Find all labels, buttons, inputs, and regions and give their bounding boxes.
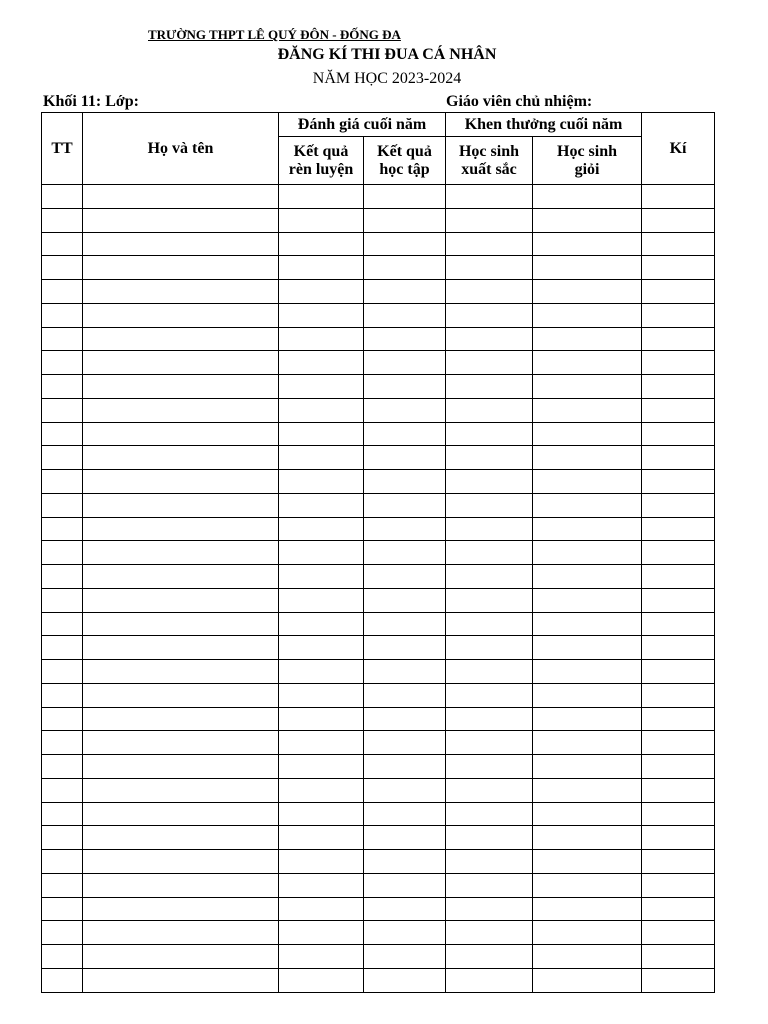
column-header-conduct xyxy=(279,137,364,185)
cell-excellent xyxy=(446,303,533,327)
table-row xyxy=(42,707,715,731)
cell-conduct xyxy=(279,185,364,209)
cell-conduct xyxy=(279,921,364,945)
cell-tt xyxy=(42,588,83,612)
cell-study xyxy=(364,636,446,660)
column-header-tt: TT xyxy=(42,113,83,185)
cell-study xyxy=(364,565,446,589)
cell-tt xyxy=(42,493,83,517)
cell-sign xyxy=(642,636,715,660)
table-row xyxy=(42,660,715,684)
cell-good xyxy=(533,826,642,850)
cell-sign xyxy=(642,660,715,684)
cell-excellent xyxy=(446,280,533,304)
cell-study xyxy=(364,256,446,280)
cell-tt xyxy=(42,683,83,707)
cell-sign xyxy=(642,588,715,612)
cell-sign xyxy=(642,802,715,826)
homeroom-teacher-label: Giáo viên chủ nhiệm: xyxy=(446,93,593,110)
cell-good xyxy=(533,612,642,636)
cell-good xyxy=(533,921,642,945)
cell-good xyxy=(533,850,642,874)
grade-class-label: Khối 11: Lớp: xyxy=(43,93,139,110)
cell-conduct xyxy=(279,660,364,684)
cell-excellent xyxy=(446,660,533,684)
cell-study xyxy=(364,327,446,351)
table-row xyxy=(42,351,715,375)
cell-sign xyxy=(642,446,715,470)
column-header-excellent-line2: xuất sắc xyxy=(461,160,517,178)
cell-conduct xyxy=(279,588,364,612)
cell-conduct xyxy=(279,351,364,375)
cell-good xyxy=(533,446,642,470)
table-row xyxy=(42,778,715,802)
cell-conduct xyxy=(279,968,364,992)
cell-conduct xyxy=(279,398,364,422)
cell-tt xyxy=(42,707,83,731)
cell-study xyxy=(364,470,446,494)
cell-sign xyxy=(642,683,715,707)
cell-good xyxy=(533,778,642,802)
cell-name xyxy=(83,968,279,992)
cell-conduct xyxy=(279,707,364,731)
cell-name xyxy=(83,422,279,446)
column-header-excellent xyxy=(446,137,533,185)
cell-excellent xyxy=(446,778,533,802)
cell-good xyxy=(533,256,642,280)
cell-conduct xyxy=(279,493,364,517)
cell-name xyxy=(83,446,279,470)
cell-tt xyxy=(42,660,83,684)
cell-tt xyxy=(42,446,83,470)
cell-name xyxy=(83,517,279,541)
column-header-good xyxy=(533,137,642,185)
table-row xyxy=(42,850,715,874)
table-body xyxy=(42,185,715,993)
column-header-study-line1: Kết quả xyxy=(377,142,432,160)
cell-name xyxy=(83,802,279,826)
cell-conduct xyxy=(279,280,364,304)
cell-name xyxy=(83,185,279,209)
cell-sign xyxy=(642,541,715,565)
cell-name xyxy=(83,351,279,375)
table-row xyxy=(42,398,715,422)
cell-excellent xyxy=(446,185,533,209)
cell-excellent xyxy=(446,636,533,660)
cell-tt xyxy=(42,850,83,874)
table-row xyxy=(42,446,715,470)
cell-name xyxy=(83,873,279,897)
column-header-name: Họ và tên xyxy=(83,113,279,185)
cell-good xyxy=(533,565,642,589)
table-row xyxy=(42,303,715,327)
cell-study xyxy=(364,921,446,945)
table-row xyxy=(42,517,715,541)
cell-name xyxy=(83,660,279,684)
table-row xyxy=(42,968,715,992)
cell-sign xyxy=(642,493,715,517)
cell-name xyxy=(83,208,279,232)
cell-sign xyxy=(642,517,715,541)
cell-sign xyxy=(642,612,715,636)
cell-study xyxy=(364,208,446,232)
cell-excellent xyxy=(446,897,533,921)
cell-sign xyxy=(642,303,715,327)
cell-conduct xyxy=(279,565,364,589)
cell-good xyxy=(533,517,642,541)
cell-conduct xyxy=(279,636,364,660)
cell-excellent xyxy=(446,612,533,636)
cell-conduct xyxy=(279,422,364,446)
cell-sign xyxy=(642,185,715,209)
cell-name xyxy=(83,588,279,612)
cell-name xyxy=(83,826,279,850)
cell-sign xyxy=(642,470,715,494)
cell-name xyxy=(83,683,279,707)
cell-tt xyxy=(42,422,83,446)
table-row xyxy=(42,588,715,612)
cell-sign xyxy=(642,897,715,921)
cell-good xyxy=(533,541,642,565)
cell-sign xyxy=(642,208,715,232)
cell-good xyxy=(533,588,642,612)
cell-study xyxy=(364,707,446,731)
table-row xyxy=(42,873,715,897)
cell-study xyxy=(364,303,446,327)
cell-good xyxy=(533,303,642,327)
cell-excellent xyxy=(446,517,533,541)
cell-study xyxy=(364,731,446,755)
table-row xyxy=(42,493,715,517)
cell-conduct xyxy=(279,897,364,921)
cell-good xyxy=(533,945,642,969)
cell-excellent xyxy=(446,826,533,850)
cell-good xyxy=(533,327,642,351)
cell-name xyxy=(83,945,279,969)
table-row xyxy=(42,327,715,351)
cell-tt xyxy=(42,375,83,399)
cell-study xyxy=(364,802,446,826)
cell-name xyxy=(83,375,279,399)
form-title: ĐĂNG KÍ THI ĐUA CÁ NHÂN xyxy=(277,46,497,63)
cell-excellent xyxy=(446,707,533,731)
cell-excellent xyxy=(446,470,533,494)
cell-tt xyxy=(42,731,83,755)
cell-name xyxy=(83,897,279,921)
cell-conduct xyxy=(279,755,364,779)
cell-excellent xyxy=(446,541,533,565)
cell-study xyxy=(364,588,446,612)
cell-tt xyxy=(42,280,83,304)
cell-conduct xyxy=(279,778,364,802)
cell-excellent xyxy=(446,731,533,755)
cell-study xyxy=(364,850,446,874)
cell-name xyxy=(83,470,279,494)
cell-study xyxy=(364,517,446,541)
cell-conduct xyxy=(279,873,364,897)
cell-tt xyxy=(42,755,83,779)
table-row xyxy=(42,185,715,209)
registration-table xyxy=(41,112,715,993)
cell-study xyxy=(364,897,446,921)
cell-study xyxy=(364,422,446,446)
cell-study xyxy=(364,375,446,399)
cell-study xyxy=(364,232,446,256)
table-row xyxy=(42,470,715,494)
cell-good xyxy=(533,636,642,660)
cell-name xyxy=(83,921,279,945)
cell-study xyxy=(364,185,446,209)
table-row xyxy=(42,280,715,304)
cell-excellent xyxy=(446,850,533,874)
cell-tt xyxy=(42,470,83,494)
cell-name xyxy=(83,778,279,802)
cell-sign xyxy=(642,968,715,992)
cell-study xyxy=(364,541,446,565)
cell-name xyxy=(83,636,279,660)
table-row xyxy=(42,826,715,850)
cell-good xyxy=(533,707,642,731)
column-header-good-line2: giỏi xyxy=(574,160,600,178)
cell-conduct xyxy=(279,208,364,232)
cell-tt xyxy=(42,826,83,850)
cell-excellent xyxy=(446,398,533,422)
cell-sign xyxy=(642,873,715,897)
cell-name xyxy=(83,850,279,874)
cell-study xyxy=(364,398,446,422)
cell-good xyxy=(533,683,642,707)
cell-excellent xyxy=(446,422,533,446)
cell-tt xyxy=(42,303,83,327)
cell-tt xyxy=(42,565,83,589)
cell-good xyxy=(533,208,642,232)
cell-good xyxy=(533,802,642,826)
cell-sign xyxy=(642,351,715,375)
cell-tt xyxy=(42,921,83,945)
cell-name xyxy=(83,303,279,327)
cell-excellent xyxy=(446,945,533,969)
table-row xyxy=(42,897,715,921)
cell-excellent xyxy=(446,683,533,707)
column-header-study-line2: học tập xyxy=(379,160,430,178)
table-row xyxy=(42,683,715,707)
cell-name xyxy=(83,565,279,589)
cell-study xyxy=(364,778,446,802)
cell-name xyxy=(83,707,279,731)
cell-good xyxy=(533,398,642,422)
cell-conduct xyxy=(279,541,364,565)
cell-name xyxy=(83,327,279,351)
cell-sign xyxy=(642,232,715,256)
cell-good xyxy=(533,755,642,779)
cell-sign xyxy=(642,398,715,422)
cell-sign xyxy=(642,256,715,280)
cell-tt xyxy=(42,208,83,232)
table-row xyxy=(42,802,715,826)
cell-good xyxy=(533,280,642,304)
cell-study xyxy=(364,612,446,636)
table-row xyxy=(42,636,715,660)
cell-name xyxy=(83,755,279,779)
cell-excellent xyxy=(446,968,533,992)
cell-name xyxy=(83,731,279,755)
cell-conduct xyxy=(279,850,364,874)
cell-tt xyxy=(42,398,83,422)
cell-sign xyxy=(642,731,715,755)
cell-tt xyxy=(42,778,83,802)
table-row xyxy=(42,565,715,589)
cell-good xyxy=(533,968,642,992)
cell-conduct xyxy=(279,802,364,826)
cell-conduct xyxy=(279,375,364,399)
cell-name xyxy=(83,398,279,422)
cell-name xyxy=(83,256,279,280)
cell-tt xyxy=(42,541,83,565)
cell-good xyxy=(533,375,642,399)
cell-conduct xyxy=(279,945,364,969)
table-row xyxy=(42,945,715,969)
cell-conduct xyxy=(279,517,364,541)
column-header-conduct-line2: rèn luyện xyxy=(288,160,354,178)
cell-tt xyxy=(42,517,83,541)
cell-excellent xyxy=(446,755,533,779)
cell-study xyxy=(364,280,446,304)
cell-name xyxy=(83,612,279,636)
cell-name xyxy=(83,232,279,256)
cell-good xyxy=(533,897,642,921)
table-row xyxy=(42,232,715,256)
cell-sign xyxy=(642,778,715,802)
cell-tt xyxy=(42,185,83,209)
cell-conduct xyxy=(279,232,364,256)
group-header-evaluation: Đánh giá cuối năm xyxy=(279,113,446,137)
cell-excellent xyxy=(446,351,533,375)
cell-study xyxy=(364,826,446,850)
cell-conduct xyxy=(279,612,364,636)
cell-tt xyxy=(42,873,83,897)
cell-sign xyxy=(642,850,715,874)
cell-sign xyxy=(642,422,715,446)
cell-excellent xyxy=(446,208,533,232)
cell-sign xyxy=(642,921,715,945)
cell-tt xyxy=(42,897,83,921)
cell-conduct xyxy=(279,446,364,470)
cell-study xyxy=(364,351,446,375)
cell-conduct xyxy=(279,256,364,280)
cell-good xyxy=(533,873,642,897)
cell-tt xyxy=(42,636,83,660)
school-name: TRƯỜNG THPT LÊ QUÝ ĐÔN - ĐỐNG ĐA xyxy=(148,27,401,42)
cell-tt xyxy=(42,256,83,280)
cell-excellent xyxy=(446,921,533,945)
table-row xyxy=(42,541,715,565)
table-row xyxy=(42,375,715,399)
cell-sign xyxy=(642,327,715,351)
cell-good xyxy=(533,232,642,256)
cell-conduct xyxy=(279,303,364,327)
column-header-good-line1: Học sinh xyxy=(557,142,618,160)
cell-sign xyxy=(642,707,715,731)
cell-study xyxy=(364,873,446,897)
cell-name xyxy=(83,541,279,565)
cell-good xyxy=(533,185,642,209)
cell-excellent xyxy=(446,327,533,351)
column-header-excellent-line1: Học sinh xyxy=(458,142,519,160)
cell-excellent xyxy=(446,375,533,399)
cell-excellent xyxy=(446,256,533,280)
cell-sign xyxy=(642,565,715,589)
table-row xyxy=(42,731,715,755)
cell-tt xyxy=(42,327,83,351)
cell-conduct xyxy=(279,826,364,850)
cell-tt xyxy=(42,802,83,826)
cell-name xyxy=(83,280,279,304)
cell-study xyxy=(364,660,446,684)
column-header-sign: Kí xyxy=(642,113,715,185)
column-header-study xyxy=(364,137,446,185)
cell-excellent xyxy=(446,802,533,826)
cell-excellent xyxy=(446,873,533,897)
table-row xyxy=(42,612,715,636)
cell-name xyxy=(83,493,279,517)
table-row xyxy=(42,755,715,779)
table-row xyxy=(42,422,715,446)
cell-tt xyxy=(42,968,83,992)
cell-excellent xyxy=(446,588,533,612)
cell-study xyxy=(364,446,446,470)
cell-sign xyxy=(642,755,715,779)
cell-good xyxy=(533,660,642,684)
cell-excellent xyxy=(446,446,533,470)
cell-sign xyxy=(642,826,715,850)
cell-excellent xyxy=(446,232,533,256)
cell-tt xyxy=(42,232,83,256)
cell-sign xyxy=(642,375,715,399)
cell-tt xyxy=(42,351,83,375)
cell-sign xyxy=(642,945,715,969)
cell-good xyxy=(533,351,642,375)
cell-tt xyxy=(42,612,83,636)
cell-study xyxy=(364,683,446,707)
table-row xyxy=(42,921,715,945)
table-row xyxy=(42,208,715,232)
cell-good xyxy=(533,731,642,755)
cell-excellent xyxy=(446,565,533,589)
cell-good xyxy=(533,493,642,517)
cell-tt xyxy=(42,945,83,969)
group-header-awards: Khen thưởng cuối năm xyxy=(446,113,642,137)
cell-study xyxy=(364,968,446,992)
school-year: NĂM HỌC 2023-2024 xyxy=(312,70,462,87)
table-row xyxy=(42,256,715,280)
cell-study xyxy=(364,493,446,517)
cell-conduct xyxy=(279,683,364,707)
cell-good xyxy=(533,470,642,494)
cell-conduct xyxy=(279,731,364,755)
cell-good xyxy=(533,422,642,446)
column-header-conduct-line1: Kết quả xyxy=(293,142,349,160)
cell-study xyxy=(364,755,446,779)
cell-excellent xyxy=(446,493,533,517)
cell-sign xyxy=(642,280,715,304)
cell-conduct xyxy=(279,470,364,494)
cell-conduct xyxy=(279,327,364,351)
cell-study xyxy=(364,945,446,969)
